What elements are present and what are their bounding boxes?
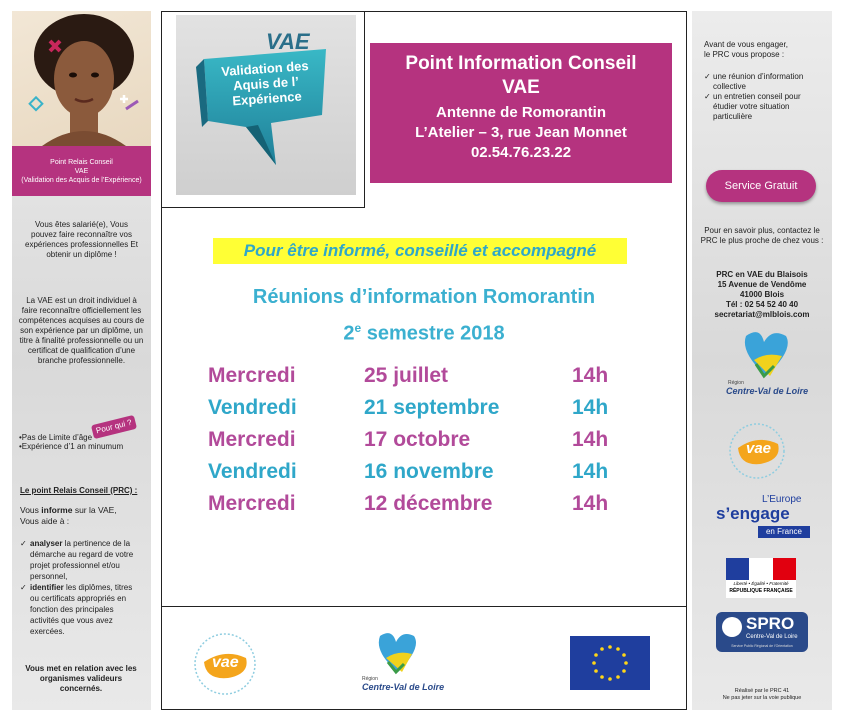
right-intro-line: le PRC vous propose : (704, 50, 785, 59)
eligibility-item: •Pas de Limite d’âge (19, 433, 93, 442)
session-date: 16 novembre (364, 460, 494, 483)
left-intro-text: Vous êtes salarié(e), Vous pouvez faire reconnaître vos expériences professionnelles Et obtenir un diplôme ! (25, 220, 138, 259)
check-icon: ✓ (704, 72, 711, 81)
marianne-flag-icon (726, 558, 796, 580)
offer-item (704, 92, 828, 122)
right-footer-note (700, 688, 824, 702)
spro-tagline: Service Public Régional de l’Orientation (731, 644, 793, 648)
session-row (208, 364, 628, 394)
savoir-plus-text: Pour en savoir plus, contactez le PRC le plus proche de chez vous : (700, 226, 824, 245)
session-row (208, 396, 628, 426)
spro-logo (716, 612, 808, 652)
republique-logo (726, 558, 796, 598)
eu-flag (570, 636, 650, 690)
info-point-subtitle: VAE (502, 77, 540, 98)
contact-block (700, 270, 824, 320)
check-icon: ✓ (20, 539, 27, 548)
republique-motto: Liberté • Égalité • Fraternité (733, 581, 789, 586)
vae-logo-text (209, 57, 324, 110)
tagline-banner: Pour être informé, conseillé et accompagné (213, 238, 627, 264)
spro-name: SPRO (746, 614, 795, 633)
right-intro-line: Avant de vous engager, (704, 40, 788, 49)
europe-engage-logo (712, 494, 812, 542)
spro-region: Centre-Val de Loire (746, 634, 798, 640)
eligibility-item: •Expérience d’1 an minumum (19, 442, 124, 451)
antenne-name: Antenne de Romorantin (435, 104, 606, 121)
text-fragment: la pertinence de la démarche au regard de votre projet professionnel et/ou personnel, (30, 539, 134, 581)
footer-line: Réalisé par le PRC 41 (734, 688, 790, 694)
prc-title-box (12, 146, 151, 196)
text-fragment: les diplômes, titres ou certificats appropriés en fonction des principales activités que vous avez exercées. (30, 583, 133, 636)
reunions-title: Réunions d’information Romorantin (252, 286, 596, 308)
offer-item (704, 72, 828, 92)
prc-check-list (20, 538, 148, 637)
semester-text: semestre 2018 (361, 322, 505, 345)
vae-description: La VAE est un droit individuel à faire reconnaître officiellement les compétences acquises au cours de son expérience par un diplôme, un titre à finalité professionnelle ou un certificat de qualification d’une branche professionnelle. (18, 296, 145, 365)
eligibility-list (19, 433, 149, 451)
contact-line: Tél : 02 54 52 40 40 (725, 300, 799, 309)
vae-right-logo (716, 420, 798, 482)
check-icon: ✓ (704, 92, 711, 101)
session-time: 14h (572, 492, 609, 515)
check-text (30, 538, 138, 582)
session-date: 21 septembre (364, 396, 500, 419)
vae-logo-title: VAE (266, 29, 310, 54)
region-right-name: Centre-Val de Loire (726, 386, 809, 396)
engage-text: s’engage (716, 504, 790, 523)
vae-logo-line: Validation des (220, 58, 310, 80)
check-item (20, 582, 148, 637)
check-text (30, 582, 138, 637)
session-day: Mercredi (208, 428, 296, 451)
session-row (208, 460, 628, 490)
text-fragment: sur la VAE, (72, 505, 117, 515)
left-bottom-text: Vous met en relation avec les organismes valideurs concernés. (25, 664, 137, 693)
session-day: Mercredi (208, 364, 296, 387)
antenne-address: L’Atelier – 3, rue Jean Monnet (415, 124, 627, 141)
pour-qui-badge: Pour qui ? (91, 415, 137, 439)
footer-divider (161, 606, 687, 607)
prc-title-line: (Validation des Acquis de l’Expérience) (21, 177, 142, 184)
service-gratuit-button[interactable]: Service Gratuit (706, 170, 816, 202)
semester-title (166, 314, 682, 348)
session-date: 17 octobre (364, 428, 471, 451)
session-time: 14h (572, 396, 609, 419)
info-point-title: Point Information Conseil (405, 53, 637, 74)
region-footer-name: Centre-Val de Loire (362, 682, 445, 692)
en-france-label: en France (758, 526, 810, 538)
offer-text: une réunion d’information collective (713, 72, 804, 91)
session-day: Vendredi (208, 396, 297, 419)
portrait-photo (12, 11, 151, 146)
region-right-prefix: Région (728, 380, 744, 386)
session-row (208, 492, 628, 522)
prc-section-title: Le point Relais Conseil (PRC) : (20, 486, 138, 495)
spro-badge-icon (722, 617, 742, 637)
antenne-phone: 02.54.76.23.22 (470, 144, 572, 161)
prc-title-line: VAE (74, 168, 89, 175)
prc-description (20, 505, 148, 527)
right-intro (704, 40, 824, 60)
check-icon: ✓ (20, 583, 27, 592)
session-date: 12 décembre (364, 492, 493, 515)
session-day: Vendredi (208, 460, 297, 483)
prc-inform-line (20, 505, 148, 516)
republique-name: RÉPUBLIQUE FRANÇAISE (729, 588, 793, 594)
session-time: 14h (572, 428, 609, 451)
contact-line: 41000 Blois (739, 290, 785, 299)
region-heart-logo-icon (340, 628, 450, 678)
session-time: 14h (572, 460, 609, 483)
region-right-logo (716, 326, 814, 400)
vae-footer-logo-text: vae (212, 654, 239, 671)
contact-line: PRC en VAE du Blaisois (716, 270, 808, 279)
eu-stars-icon (570, 636, 650, 690)
vae-logo-line: Expérience (231, 88, 303, 109)
footer-line: Ne pas jeter sur la voie publique (722, 695, 802, 701)
vae-right-logo-text: vae (746, 440, 772, 457)
vae-main-logo (176, 15, 356, 195)
contact-line[interactable]: secretariat@mlblois.com (714, 310, 810, 319)
prc-title-line: Point Relais Conseil (50, 159, 113, 166)
info-point-box (370, 43, 672, 183)
region-heart-logo-icon (716, 326, 814, 382)
europe-text: L’Europe (762, 494, 802, 505)
semester-sup: e (354, 321, 362, 335)
session-time: 14h (572, 364, 609, 387)
session-day: Mercredi (208, 492, 296, 515)
session-date: 25 juillet (364, 364, 449, 387)
prc-help-line: Vous aide à : (20, 516, 70, 526)
text-bold: identifier (30, 583, 64, 592)
region-footer-prefix: Région (362, 676, 378, 682)
semester-number: 2 (343, 322, 355, 345)
text-bold: analyser (30, 539, 63, 548)
check-item (20, 538, 148, 582)
text-bold: informe (41, 505, 73, 515)
right-offer-list (704, 72, 828, 122)
text-fragment: Vous (20, 505, 42, 515)
woman-portrait-icon (12, 11, 151, 146)
vae-footer-logo (180, 628, 270, 700)
contact-line: 15 Avenue de Vendôme (717, 280, 807, 289)
offer-text: un entretien conseil pour étudier votre situation particulière (713, 92, 801, 121)
vae-logo-line: Aquis de l’ (232, 73, 300, 94)
session-row (208, 428, 628, 458)
region-footer-logo (340, 628, 450, 696)
